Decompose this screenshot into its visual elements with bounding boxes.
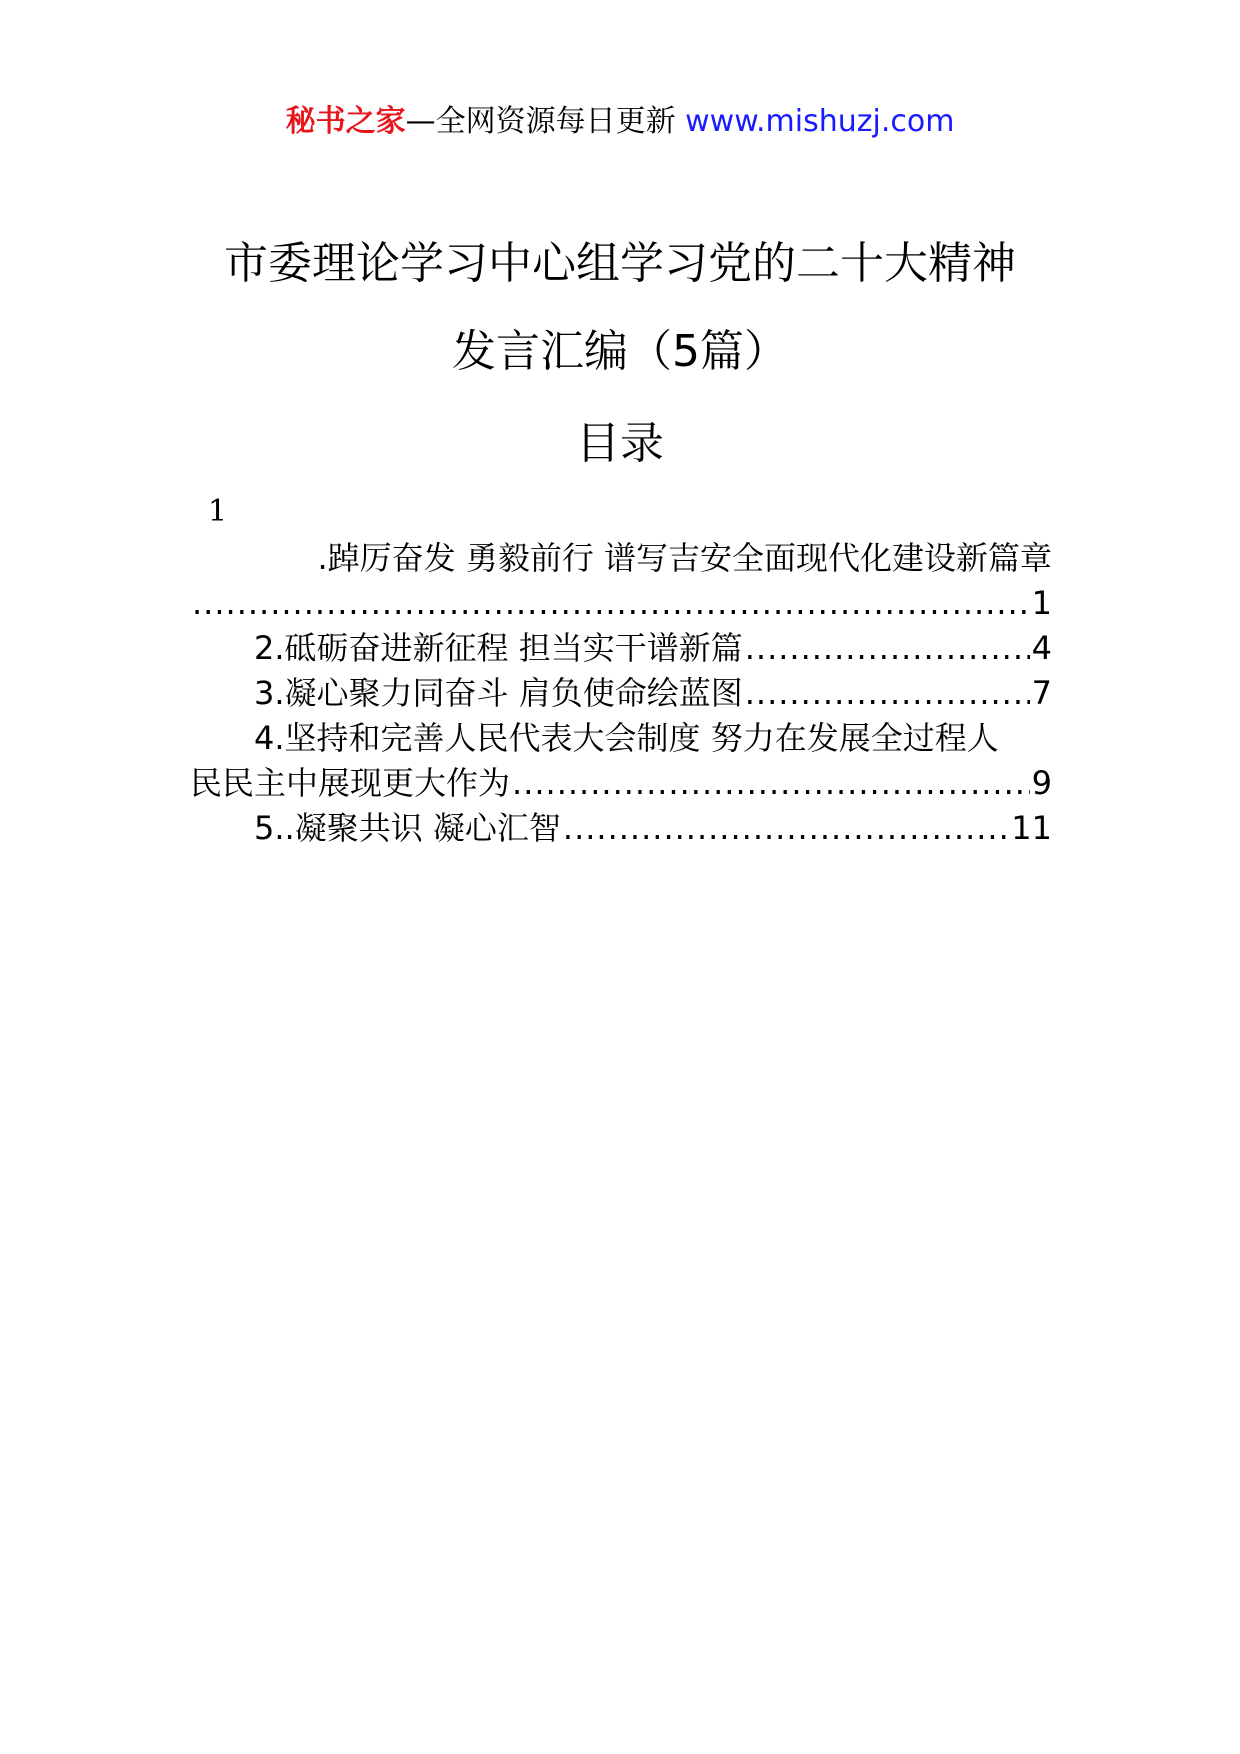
- toc-marker: 1: [208, 494, 228, 529]
- toc-page-number: 11: [1011, 809, 1052, 847]
- toc-entry-title: 3.凝心聚力同奋斗 肩负使命绘蓝图: [254, 674, 743, 712]
- toc-entry-title: 2.砥砺奋进新征程 担当实干谱新篇: [254, 629, 743, 667]
- site-banner: [0, 102, 1240, 142]
- toc-entry-title-continued: 民民主中展现更大作为: [190, 764, 511, 802]
- toc-page-number: 9: [1031, 764, 1052, 802]
- toc-entry-5[interactable]: [190, 806, 1052, 851]
- toc-entry-title: .踔厉奋发 勇毅前行 谱写吉安全面现代化建设新篇章: [317, 539, 1052, 577]
- toc-entry-4-continued[interactable]: [190, 761, 1052, 806]
- site-url-link[interactable]: www.mishuzj.com: [685, 104, 955, 139]
- toc-entry-1-leader[interactable]: [190, 581, 1052, 626]
- dot-leader: [192, 581, 1030, 626]
- table-of-contents: [190, 536, 1052, 851]
- document-title-line-2: 发言汇编（5篇）: [452, 326, 788, 377]
- banner-tagline: —全网资源每日更新: [405, 104, 676, 139]
- toc-page-number: 4: [1031, 629, 1052, 667]
- dot-leader: [563, 806, 1009, 851]
- toc-page-number: 7: [1031, 674, 1052, 712]
- toc-entry-3[interactable]: [190, 671, 1052, 716]
- toc-entry-4[interactable]: [190, 716, 1052, 761]
- dot-leader: [745, 626, 1030, 671]
- toc-entry-1[interactable]: [190, 536, 1052, 581]
- toc-entry-title: 4.坚持和完善人民代表大会制度 努力在发展全过程人: [254, 719, 999, 757]
- toc-entry-title: 5..凝聚共识 凝心汇智: [254, 809, 561, 847]
- toc-entry-2[interactable]: [190, 626, 1052, 671]
- toc-heading: 目录: [576, 418, 664, 469]
- dot-leader: [745, 671, 1030, 716]
- brand-name: 秘书之家: [285, 104, 406, 139]
- document-title-line-1: 市委理论学习中心组学习党的二十大精神: [224, 238, 1016, 289]
- dot-leader: [512, 761, 1030, 806]
- toc-page-number: 1: [1031, 584, 1052, 622]
